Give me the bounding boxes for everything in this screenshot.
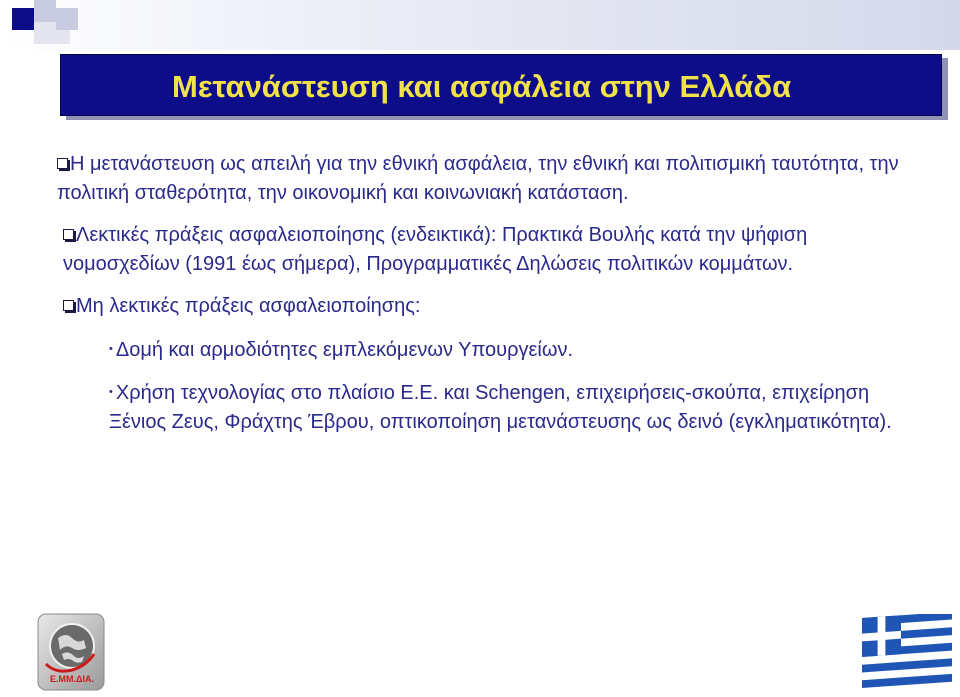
bullet-point-text: Η μετανάστευση ως απειλή για την εθνική ασφάλεια, την εθνική και πολιτισμική ταυτότητα, την πολιτική σταθερότητα, την οικονομική και κοινωνιακή κατάσταση. (57, 153, 899, 204)
bullet-point-text: Μη λεκτικές πράξεις ασφαλειοποίησης: (76, 295, 421, 317)
sub-point-2 (109, 378, 917, 436)
slide-content (57, 150, 917, 450)
decor-square (56, 30, 70, 44)
decor-square (56, 8, 78, 30)
decor-square (34, 0, 56, 22)
decor-square (34, 22, 56, 44)
slide-title: Μετανάστευση και ασφάλεια στην Ελλάδα (172, 69, 792, 104)
checkbox-bullet-icon (63, 229, 74, 240)
dot-bullet-icon: • (109, 342, 113, 355)
checkbox-bullet-icon (63, 300, 74, 311)
institute-logo (36, 612, 108, 692)
bullet-point-2 (63, 221, 917, 278)
bullet-point-1 (57, 150, 917, 207)
bullet-point-text: Λεκτικές πράξεις ασφαλειοποίησης (ενδεικτικά): Πρακτικά Βουλής κατά την ψήφιση νομοσχεδίων (1991 έως σήμερα), Προγραμματικές Δηλώσεις πολιτικών κομμάτων. (63, 224, 808, 275)
sub-point-1 (109, 335, 917, 365)
top-decoration (0, 0, 960, 50)
checkbox-bullet-icon (57, 158, 68, 169)
greek-flag (862, 614, 954, 690)
greek-flag-icon (862, 614, 954, 690)
bullet-point-3 (63, 292, 917, 321)
dot-bullet-icon: • (109, 386, 113, 398)
decor-square (12, 8, 34, 30)
sub-point-text: Δομή και αρμοδιότητες εμπλεκόμενων Υπουργείων. (115, 338, 574, 361)
logo-text: Ε.ΜΜ.ΔΙΑ. (50, 674, 94, 684)
sub-point-text: Χρήση τεχνολογίας στο πλαίσιο Ε.Ε. και Schengen, επιχειρήσεις-σκούπα, επιχείρηση Ξένιος Ζευς, Φράχτης Έβρου, οπτικοποίηση μετανάστευσης ως δεινό (εγκληματικότητα). (109, 382, 892, 433)
